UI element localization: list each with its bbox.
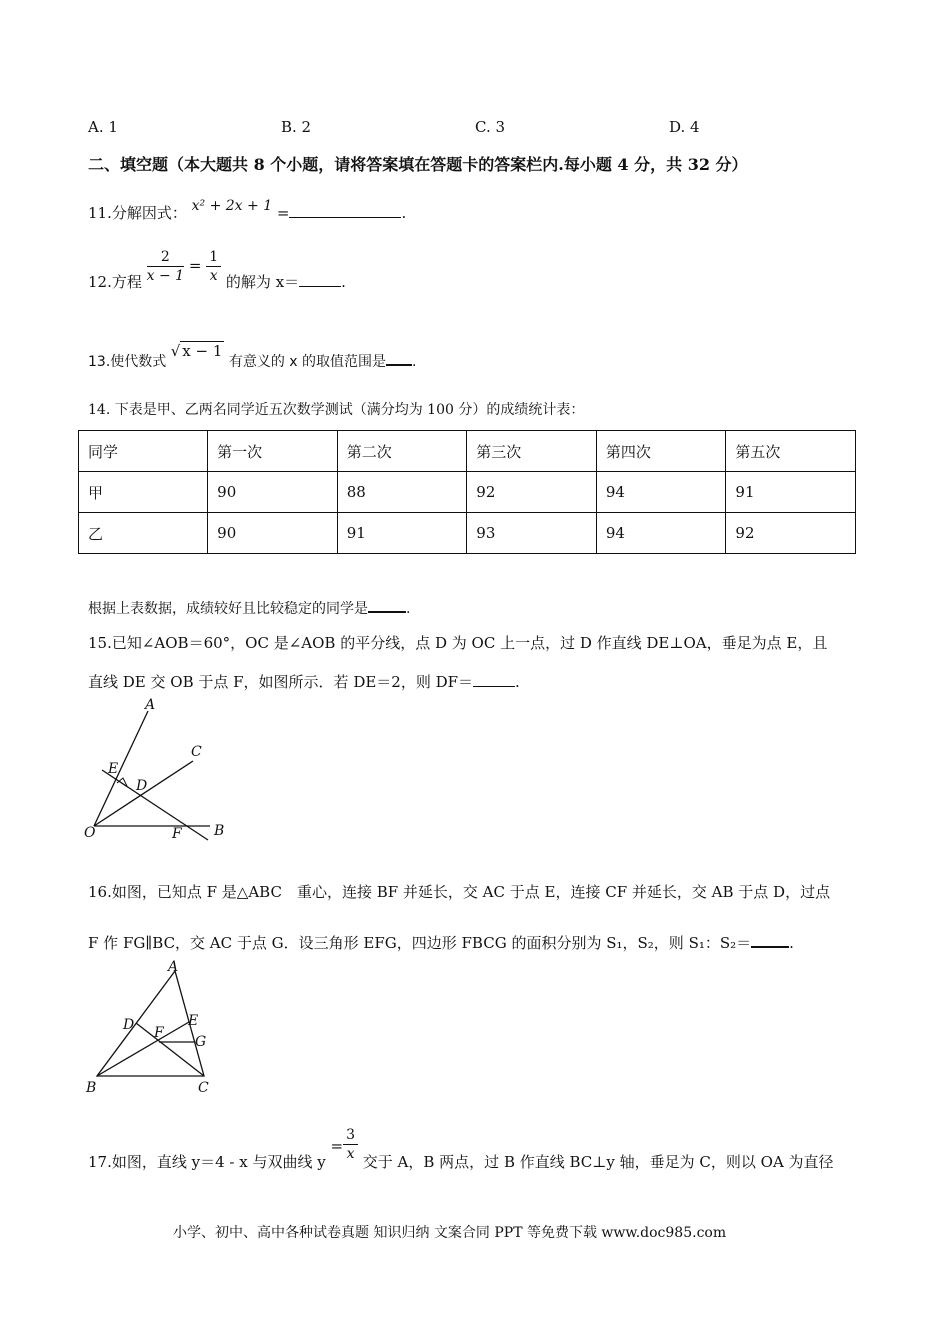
table-header-cell: 第三次 (467, 431, 597, 472)
q12-prefix: 12.方程 (88, 272, 142, 291)
question-11 (88, 198, 407, 223)
q14-conclusion: 根据上表数据，成绩较好且比较稳定的同学是 (88, 601, 368, 617)
q14-conclusion-line (88, 597, 410, 618)
q12-equals: = (188, 256, 202, 275)
q17-suffix: 交于 A，B 两点，过 B 作直线 BC⊥y 轴，垂足为 C，则以 OA 为直径 (362, 1152, 834, 1171)
q17-prefix: 17.如图，直线 y＝4 - x 与双曲线 y (88, 1152, 326, 1171)
table-header-row (79, 431, 856, 472)
table-cell: 92 (726, 513, 856, 554)
question-12 (88, 249, 346, 291)
q13-end: . (412, 354, 417, 370)
q15-line1: 15.已知∠AOB＝60°，OC 是∠AOB 的平分线，点 D 为 OC 上一点，过 D 作直线 DE⊥OA，垂足为点 E，且 (88, 634, 828, 652)
q16-line1: 16.如图，已知点 F 是△ABC 重心，连接 BF 并延长，交 AC 于点 E，连接 CF 并延长，交 AB 于点 D，过点 (88, 883, 831, 901)
table-cell: 90 (208, 513, 338, 554)
q11-answer-blank (289, 203, 401, 218)
table-header-cell: 第四次 (596, 431, 726, 472)
q17-frac-num: 3 (343, 1128, 358, 1145)
label-d: D (123, 1017, 135, 1033)
q12-answer-blank (299, 272, 341, 287)
q15-line2-wrap (88, 671, 520, 692)
table-cell: 88 (337, 472, 467, 513)
label-c: C (191, 744, 202, 760)
q17-fraction (343, 1128, 358, 1161)
label-e: E (108, 761, 119, 777)
question-17 (88, 1127, 834, 1171)
section-header: 二、填空题（本大题共 8 个小题，请将答案填在答题卡的答案栏内.每小题 4 分，共 32 分） (88, 155, 748, 174)
q12-frac1-den: x − 1 (146, 268, 185, 284)
q12-end: . (341, 272, 346, 291)
label-g: G (195, 1034, 207, 1050)
option-d: D. 4 (669, 118, 700, 136)
table-cell: 91 (726, 472, 856, 513)
line-de (102, 770, 208, 840)
table-cell: 91 (337, 513, 467, 554)
q13-radicand: x − 1 (182, 342, 223, 360)
q17-equals: = (330, 1136, 344, 1155)
label-c: C (198, 1080, 209, 1096)
line-be (97, 1022, 189, 1076)
q17-frac-den: x (346, 1146, 355, 1162)
q12-suffix: 的解为 x＝ (225, 272, 300, 291)
label-f: F (154, 1025, 164, 1041)
table-cell: 乙 (79, 513, 208, 554)
q12-frac1-num: 2 (147, 250, 184, 267)
label-b: B (214, 823, 225, 839)
table-cell: 93 (467, 513, 597, 554)
q11-end: . (401, 204, 407, 222)
label-e: E (188, 1013, 199, 1029)
q11-expression: x² + 2x + 1 (191, 198, 273, 214)
q15-end: . (515, 673, 520, 691)
q12-frac2-num: 1 (206, 250, 221, 267)
q11-equals: = (276, 204, 290, 222)
line-cd (136, 1023, 207, 1076)
label-d: D (136, 778, 148, 794)
table-cell: 94 (596, 472, 726, 513)
q16-line2: F 作 FG∥BC，交 AC 于点 G．设三角形 EFG，四边形 FBCG 的面积分别为 S₁，S₂，则 S₁：S₂＝ (88, 934, 752, 952)
q16-end: . (789, 934, 794, 952)
score-table (78, 430, 856, 554)
q13-prefix: 13.使代数式 (88, 354, 167, 370)
q13-radical (171, 342, 225, 360)
sqrt-sign-icon: √ (170, 342, 181, 360)
q14-answer-blank (368, 597, 406, 613)
table-header-cell: 同学 (79, 431, 208, 472)
option-b: B. 2 (281, 118, 312, 136)
q12-fraction-right (206, 250, 221, 283)
table-row (79, 513, 856, 554)
label-a: A (168, 959, 179, 975)
q15-figure (80, 695, 240, 845)
q14-end: . (406, 601, 411, 617)
q12-frac2-den: x (209, 268, 218, 284)
q16-line2-wrap (88, 932, 794, 953)
option-c: C. 3 (475, 118, 506, 136)
q13-suffix: 有意义的 x 的取值范围是 (228, 354, 387, 370)
label-b: B (86, 1080, 97, 1096)
option-a: A. 1 (88, 118, 118, 136)
q15-line2: 直线 DE 交 OB 于点 F，如图所示．若 DE＝2，则 DF＝ (88, 673, 474, 691)
table-cell: 甲 (79, 472, 208, 513)
label-f: F (172, 826, 182, 842)
q12-fraction-left (147, 250, 184, 283)
table-cell: 92 (467, 472, 597, 513)
q13-answer-blank (386, 350, 412, 366)
q16-figure (80, 958, 220, 1098)
table-cell: 90 (208, 472, 338, 513)
table-header-cell: 第一次 (208, 431, 338, 472)
page-footer: 小学、初中、高中各种试卷真题 知识归纳 文案合同 PPT 等免费下载 www.doc985.com (173, 1225, 727, 1241)
label-o: O (84, 825, 96, 841)
q14-intro: 14. 下表是甲、乙两名同学近五次数学测试（满分均为 100 分）的成绩统计表： (88, 402, 585, 418)
table-cell: 94 (596, 513, 726, 554)
table-row (79, 472, 856, 513)
question-13 (88, 342, 417, 371)
table-header-cell: 第二次 (337, 431, 467, 472)
q11-prefix: 11.分解因式： (88, 204, 187, 222)
label-a: A (145, 697, 156, 713)
table-header-cell: 第五次 (726, 431, 856, 472)
q16-answer-blank (751, 932, 789, 948)
q15-answer-blank (473, 672, 515, 687)
